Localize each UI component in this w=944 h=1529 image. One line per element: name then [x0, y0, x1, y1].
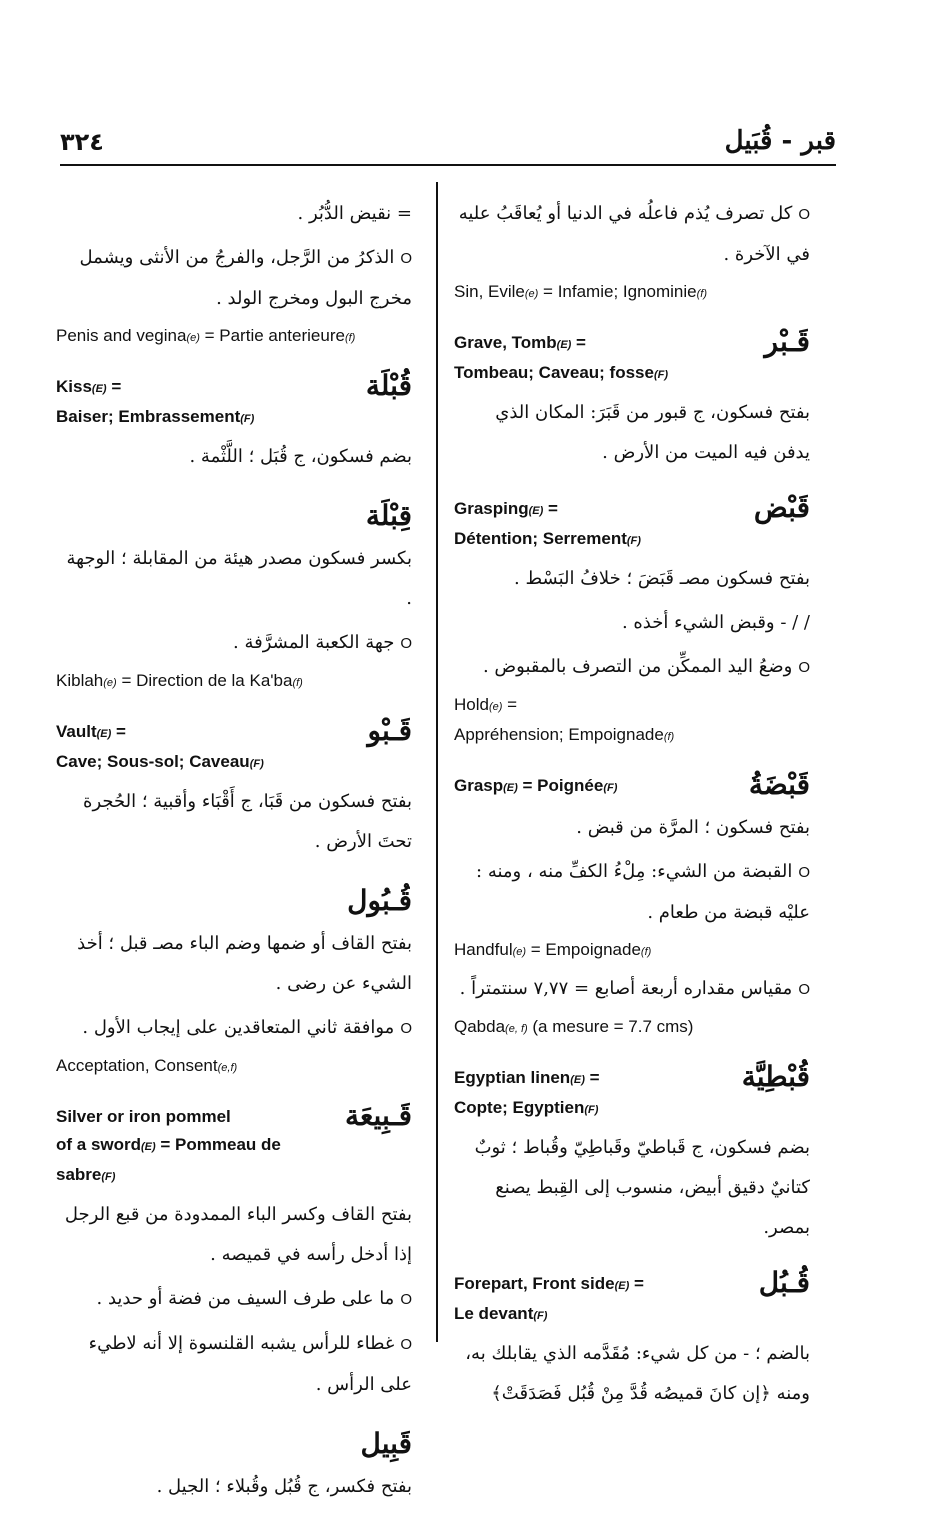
- arabic-definition: O القبضة من الشيء: مِلْءُ الكفِّ منه ، ومنه : عليْه قبضة من طعام .: [454, 852, 810, 933]
- headword: قَـبْو: [367, 714, 412, 747]
- left-column: [56, 190, 412, 1529]
- running-head: قبر - قُبَيل: [724, 126, 836, 156]
- arabic-definition: O مقياس مقداره أربعة أصابع = ٧,٧٧ سنتمتراً .: [454, 969, 810, 1010]
- english-gloss: Kiss(E) =: [56, 377, 122, 396]
- arabic-definition: بضم فسكون، ج قَباطيّ وقَباطِيّ وقُباط ؛ ثوبٌ كتانيٌ دقيق أبيض، منسوب إلى القِبط يصنع بمصر.: [474, 1137, 810, 1238]
- arabic-definition: O كل تصرف يُذم فاعلُه في الدنيا أو يُعاقَبُ عليه في الآخرة .: [454, 194, 810, 275]
- headword: قَبْض: [753, 491, 810, 524]
- arabic-definition: O ما على طرف السيف من فضة أو حديد .: [56, 1279, 412, 1320]
- translation-line: Penis and vegina(e) = Partie anterieure(f): [56, 326, 356, 345]
- french-gloss: Cave; Sous-sol; Caveau(F): [56, 752, 264, 771]
- translation-line: Sin, Evile(e) = Infamie; Ignominie(f): [454, 282, 707, 301]
- entry-qubul-acceptance: [56, 884, 412, 1081]
- continued-entry: [56, 194, 412, 351]
- french-gloss: Détention; Serrement(F): [454, 529, 641, 548]
- entry-head: [56, 714, 412, 778]
- headword: قَبِيل: [360, 1427, 412, 1460]
- headword: قِبْلَة: [365, 499, 412, 532]
- arabic-definition: / / - وقبض الشيء أخذه .: [621, 612, 810, 633]
- french-gloss: of a sword(E) = Pommeau de sabre(F): [56, 1135, 281, 1184]
- entry-head: [56, 369, 412, 433]
- entry-head: [56, 499, 412, 535]
- entry-qabil: [56, 1427, 412, 1507]
- arabic-definition: O وضعُ اليد الممكِّن من التصرف بالمقبوض .: [454, 647, 810, 688]
- translation-line: Kiblah(e) = Direction de la Ka'ba(f): [56, 671, 303, 690]
- english-gloss: Grave, Tomb(E) =: [454, 333, 586, 352]
- entry-head: [454, 325, 810, 389]
- entry-head: [454, 1266, 810, 1330]
- column-divider: [436, 182, 438, 1342]
- entry-head: [56, 1427, 412, 1463]
- entry-qabw: [56, 714, 412, 862]
- entry-qubtiyya: [454, 1060, 810, 1248]
- arabic-definition: بفتح فسكون مصـ قَبَضَ ؛ خلافُ البَسْط .: [514, 568, 810, 589]
- arabic-definition: = نقيض الدُّبُر .: [297, 203, 412, 224]
- entry-head: [454, 768, 810, 804]
- headword: قُـبُل: [758, 1266, 810, 1299]
- english-gloss: Silver or iron pommel: [56, 1107, 231, 1126]
- header-rule: [60, 164, 836, 166]
- arabic-definition: بفتح فسكون من قَبَا، ج أَقْبَاء وأقبية ؛ الحُجرة تحتَ الأرض .: [83, 791, 412, 852]
- translation-line: Hold(e) =: [454, 695, 518, 714]
- arabic-definition: O الذكرُ من الرَّجل، والفرجُ من الأنثى ويشمل مخرج البول ومخرج الولد .: [56, 238, 412, 319]
- headword: قُـبُول: [347, 884, 412, 917]
- headword: قَـبْر: [764, 325, 810, 358]
- entry-head: [454, 491, 810, 555]
- translation-line: Appréhension; Empoignade(f): [454, 725, 675, 744]
- arabic-definition: O موافقة ثاني المتعاقدين على إيجاب الأول .: [56, 1008, 412, 1049]
- arabic-definition: O غطاء للرأس يشبه القلنسوة إلا أنه لاطيء على الرأس .: [56, 1324, 412, 1405]
- arabic-definition: بالضم ؛ - من كل شيء: مُقَدَّمه الذي يقابلك به، ومنه ﴿إن كانَ قميصُه قُدَّ مِنْ قُبُل فَصَدَقَتْ﴾: [465, 1343, 810, 1404]
- entry-qubla: [56, 369, 412, 477]
- arabic-definition: بفتح القاف أو ضمها وضم الباء مصـ قبل ؛ أخذ الشيء عن رضى .: [77, 933, 412, 994]
- translation-line: Handful(e) = Empoignade(f): [454, 940, 652, 959]
- entry-qubul: [454, 1266, 810, 1414]
- french-gloss: Tombeau; Caveau; fosse(F): [454, 363, 669, 382]
- arabic-definition: بفتح فسكون ؛ المرَّة من قبض .: [576, 817, 810, 838]
- french-gloss: Le devant(F): [454, 1304, 548, 1323]
- headword: قَبْضَةُ: [748, 768, 810, 801]
- arabic-definition: O جهة الكعبة المشرَّفة .: [56, 623, 412, 664]
- page-header: [60, 128, 836, 166]
- english-gloss: Grasp(E) = Poignée(F): [454, 776, 618, 795]
- entry-head: [454, 1060, 810, 1124]
- translation-line: Qabda(e, f) (a mesure = 7.7 cms): [454, 1017, 694, 1036]
- headword: قُبْلَة: [365, 369, 412, 402]
- entry-head: [56, 1099, 412, 1191]
- headword: قُبْطِيَّة: [741, 1060, 810, 1093]
- english-gloss: Grasping(E) =: [454, 499, 558, 518]
- arabic-definition: بفتح فكسر، ج قُبُل وقُبلاء ؛ الجيل .: [156, 1476, 412, 1497]
- entry-qabd: [454, 491, 810, 750]
- english-gloss: Egyptian linen(E) =: [454, 1068, 600, 1087]
- arabic-definition: بضم فسكون، ج قُبَل ؛ اللَّثْمة .: [189, 446, 412, 467]
- arabic-definition: بفتح القاف وكسر الباء الممدودة من قبع الرجل إذا أدخل رأسه في قميصه .: [64, 1204, 412, 1265]
- french-gloss: Copte; Egyptien(F): [454, 1098, 599, 1117]
- entry-qabr: [454, 325, 810, 473]
- translation-line: Acceptation, Consent(e,f): [56, 1056, 238, 1075]
- continued-entry: [454, 194, 810, 307]
- right-column: [454, 190, 810, 1436]
- english-gloss: Vault(E) =: [56, 722, 126, 741]
- arabic-definition: بفتح فسكون، ج قبور من قَبَرَ: المكان الذي يدفن فيه الميت من الأرض .: [495, 402, 810, 463]
- headword: قَـبِيعَة: [344, 1099, 412, 1132]
- page-number: ٣٢٤: [60, 128, 104, 156]
- entry-qibla: [56, 499, 412, 696]
- entry-head: [56, 884, 412, 920]
- entry-qabia: [56, 1099, 412, 1405]
- french-gloss: Baiser; Embrassement(F): [56, 407, 255, 426]
- english-gloss: Forepart, Front side(E) =: [454, 1274, 644, 1293]
- entry-qabda: [454, 768, 810, 1042]
- arabic-definition: بكسر فسكون مصدر هيئة من المقابلة ؛ الوجهة .: [66, 548, 412, 609]
